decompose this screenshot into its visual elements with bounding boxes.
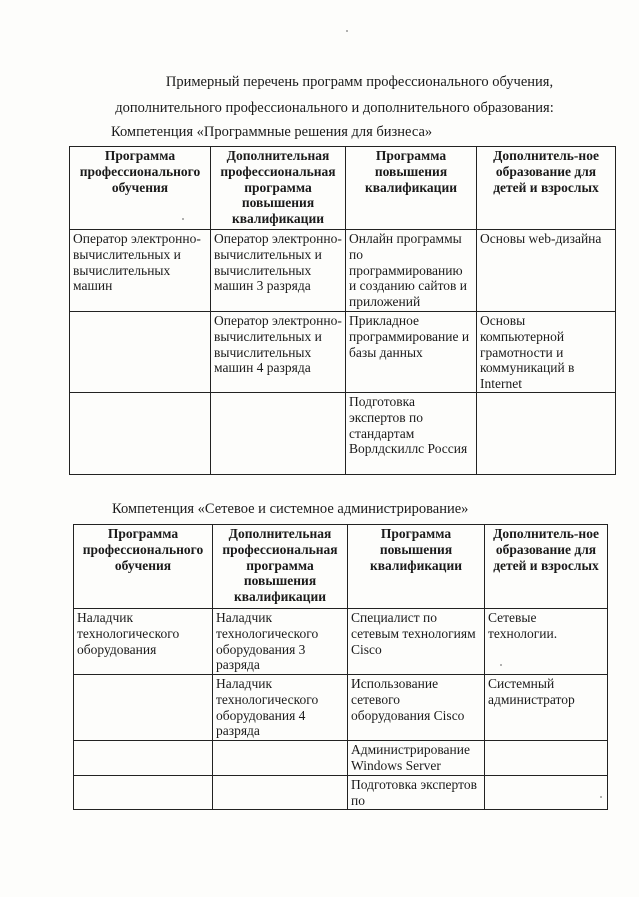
table-cell: [213, 776, 348, 810]
table-cell: [74, 776, 213, 810]
programs-table-business-software: [69, 146, 616, 475]
scan-speck: [600, 796, 602, 798]
table-row: [74, 741, 608, 776]
table-cell: Наладчик технологического оборудования 3 разряда: [213, 609, 348, 675]
column-header: Дополнитель-ное образование для детей и взрослых: [477, 147, 616, 230]
table-cell: Наладчик технологического оборудования: [74, 609, 213, 675]
column-header: Программа профессионального обучения: [74, 525, 213, 609]
table-cell: Прикладное программирование и базы данных: [346, 312, 477, 393]
scan-speck: [182, 218, 184, 220]
scan-speck: [500, 664, 502, 666]
table-cell: Подготовка экспертов по: [348, 776, 485, 810]
table-cell: [74, 741, 213, 776]
table-cell: Оператор электронно-вычислительных и вычислительных машин 4 разряда: [211, 312, 346, 393]
table-cell: Основы компьютерной грамотности и коммуникаций в Internet: [477, 312, 616, 393]
column-header: Программа профессионального обучения: [70, 147, 211, 230]
table-cell: [477, 393, 616, 475]
table-cell: [485, 741, 608, 776]
table-cell: Оператор электронно-вычислительных и вычислительных машин 3 разряда: [211, 230, 346, 312]
column-header: Дополнительная профессиональная программа повышения квалификации: [211, 147, 346, 230]
competency-title-network-admin: Компетенция «Сетевое и системное администрирование»: [112, 501, 469, 517]
table-cell: Наладчик технологического оборудования 4 разряда: [213, 675, 348, 741]
table-cell: [485, 776, 608, 810]
table-cell: [70, 393, 211, 475]
competency-title-business-software: Компетенция «Программные решения для бизнеса»: [111, 124, 433, 140]
table-cell: Администрирование Windows Server: [348, 741, 485, 776]
table-cell: Специалист по сетевым технологиям Cisco: [348, 609, 485, 675]
table-row: [70, 393, 616, 475]
table-cell: [70, 312, 211, 393]
table-row: [74, 675, 608, 741]
column-header: Программа повышения квалификации: [346, 147, 477, 230]
table-row: [74, 776, 608, 810]
column-header: Дополнитель-ное образование для детей и взрослых: [485, 525, 608, 609]
table-cell: Основы web-дизайна: [477, 230, 616, 312]
table-cell: Оператор электронно-вычислительных и вычислительных машин: [70, 230, 211, 312]
document-title-line-2: дополнительного профессионального и дополнительного образования:: [115, 100, 554, 116]
table-cell: Подготовка экспертов по стандартам Ворлдскиллс Россия: [346, 393, 477, 475]
column-header: Дополнительная профессиональная программа повышения квалификации: [213, 525, 348, 609]
scan-speck: [346, 30, 348, 32]
table-header-row: [74, 525, 608, 609]
programs-table-network-admin: [73, 524, 608, 810]
table-cell: [211, 393, 346, 475]
table-row: [74, 609, 608, 675]
table-header-row: [70, 147, 616, 230]
document-title-line-1: Примерный перечень программ профессионального обучения,: [165, 74, 554, 90]
table-cell: Системный администратор: [485, 675, 608, 741]
table-cell: Онлайн программы по программированию и созданию сайтов и приложений: [346, 230, 477, 312]
column-header: Программа повышения квалификации: [348, 525, 485, 609]
table-cell: Сетевые технологии.: [485, 609, 608, 675]
table-row: [70, 312, 616, 393]
table-cell: [74, 675, 213, 741]
table-row: [70, 230, 616, 312]
table-cell: Использование сетевого оборудования Cisco: [348, 675, 485, 741]
table-cell: [213, 741, 348, 776]
